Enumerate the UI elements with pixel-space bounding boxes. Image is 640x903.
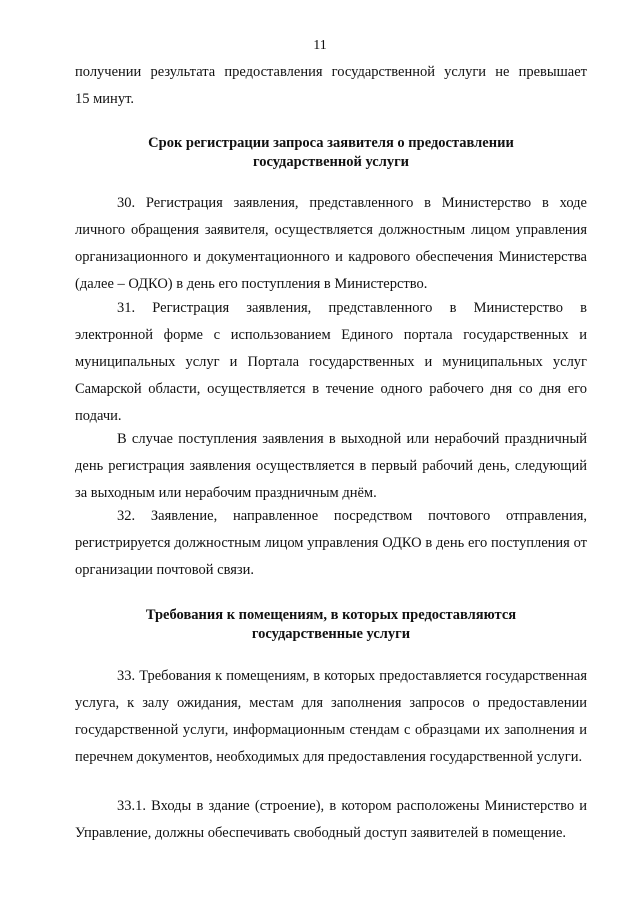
- heading-line-2: государственные услуги: [251, 626, 411, 642]
- heading-line-2: государственной услуги: [252, 154, 410, 170]
- paragraph-33: [75, 663, 587, 771]
- paragraph-31-holiday-text: В случае поступления заявления в выходной или нерабочий праздничный день регистрация заявления осуществляется в первый рабочий день, следующий за выходным или нерабочим праздничным днём.: [75, 431, 587, 501]
- page-number: 11: [313, 38, 327, 53]
- section-heading-registration: [75, 134, 587, 172]
- heading-line-1: Срок регистрации запроса заявителя о предоставлении: [148, 135, 514, 151]
- paragraph-32-text: 32. Заявление, направленное посредством почтового отправления, регистрируется должностным лицом управления ОДКО в день его поступления от организации почтовой связи.: [75, 508, 587, 578]
- heading-line-1: Требования к помещениям, в которых предоставляются: [145, 607, 517, 623]
- paragraph-33-text: 33. Требования к помещениям, в которых предоставляется государственная услуга, к залу ожидания, местам для заполнения запросов о предоставлении государственной услуги, информационным стендам с образцами их заполнения и перечнем документов, необходимых для предоставления государственной услуги.: [75, 668, 587, 765]
- paragraph-33-1-text: 33.1. Входы в здание (строение), в котором расположены Министерство и Управление, должны обеспечивать свободный доступ заявителей в помещение.: [75, 798, 587, 841]
- paragraph-30: [75, 190, 587, 298]
- paragraph-31-text: 31. Регистрация заявления, представленного в Министерство в электронной форме с использованием Единого портала государственных и муниципальных услуг и Портала государственных и муниципальных услуг Самарской области, осуществляется в течение одного рабочего дня со дня его подачи.: [75, 300, 587, 424]
- section-heading-premises: [75, 606, 587, 644]
- paragraph-31: [75, 295, 587, 430]
- continuation-text: [75, 59, 587, 113]
- paragraph-30-text: 30. Регистрация заявления, представленного в Министерство в ходе личного обращения заявителя, осуществляется должностным лицом управления организационного и документационного и кадрового обеспечения Министерства (далее – ОДКО) в день его поступления в Министерство.: [75, 195, 587, 292]
- continuation-line-1: получении результата предоставления государственной услуги не превышает: [75, 64, 587, 80]
- paragraph-31-holiday: [75, 426, 587, 507]
- paragraph-33-1: [75, 793, 587, 847]
- continuation-line-2: 15 минут.: [75, 91, 134, 107]
- paragraph-32: [75, 503, 587, 584]
